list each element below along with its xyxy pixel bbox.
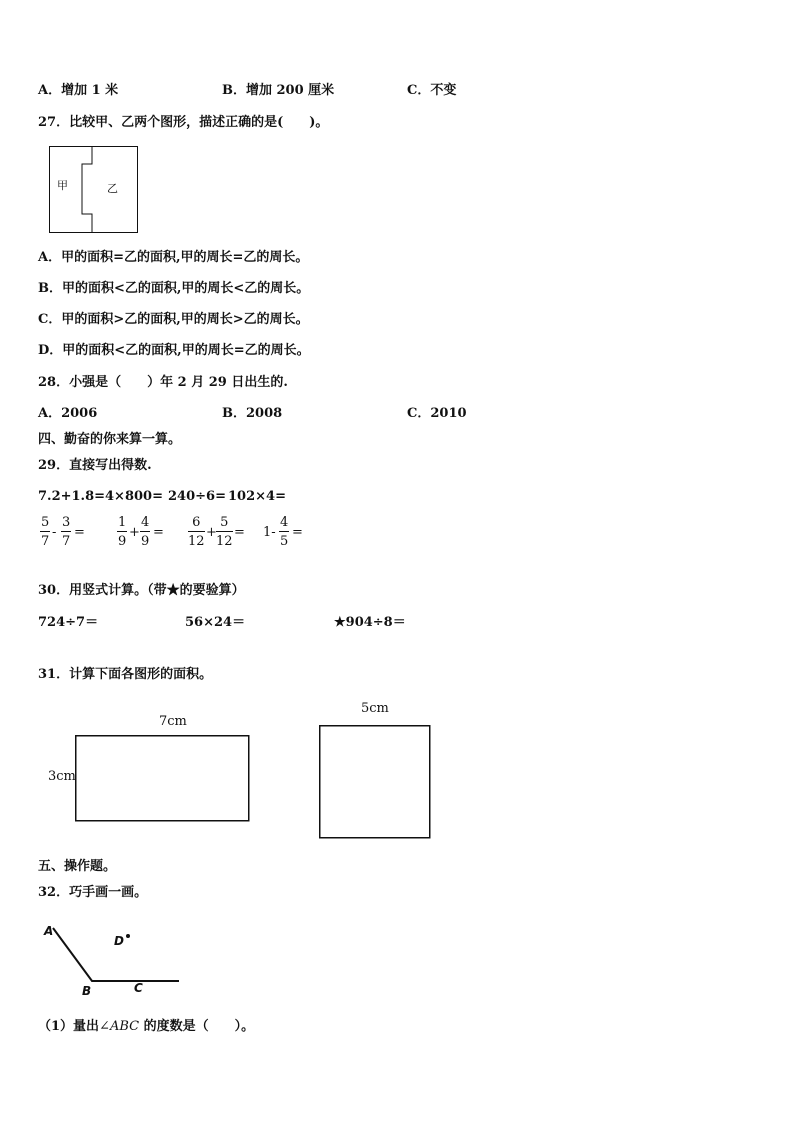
q27-option-c: C．甲的面积>乙的面积,甲的周长>乙的周长。 [38, 312, 309, 327]
q29-item-1: 7.2+1.8= [38, 489, 106, 504]
q32-point-b-label: B [82, 984, 92, 998]
q29-frac4-b [279, 516, 289, 548]
q27-option-b: B．甲的面积<乙的面积,甲的周长<乙的周长。 [38, 281, 310, 296]
numerator: 5 [41, 515, 50, 530]
q29-frac2-operator: + [129, 525, 140, 540]
denominator: 7 [41, 534, 50, 549]
q29-frac3-b [216, 516, 233, 548]
q29-item-2: 4×800= [105, 489, 163, 504]
q26-option-c: C．不变 [407, 83, 457, 98]
q32-sub1 [38, 1020, 254, 1033]
q30-item-1: 724÷7＝ [38, 615, 99, 630]
q27-label-yi: 乙 [107, 182, 118, 195]
denominator: 7 [62, 534, 71, 549]
q29-frac1-equals: = [74, 525, 85, 540]
q32-stem: 32．巧手画一画。 [38, 885, 148, 900]
q28-option-a: A．2006 [38, 406, 98, 421]
q27-option-d: D．甲的面积<乙的面积,甲的周长=乙的周长。 [38, 343, 310, 358]
q30-stem: 30．用竖式计算。（带★的要验算） [38, 583, 245, 598]
q32-point-c-label: C [134, 981, 143, 995]
q27-option-a: A．甲的面积=乙的面积,甲的周长=乙的周长。 [38, 250, 309, 265]
q27-label-jia: 甲 [57, 179, 68, 192]
q29-frac1-operator: - [52, 525, 57, 540]
denominator: 9 [118, 534, 127, 549]
numerator: 3 [62, 515, 71, 530]
numerator: 4 [280, 515, 289, 530]
q30-item-2: 56×24＝ [185, 615, 246, 630]
q32-point-a-label: A [44, 924, 54, 938]
numerator: 4 [141, 515, 150, 530]
q32-sub1-prefix: （1）量出 [38, 1019, 100, 1034]
numerator: 5 [220, 515, 229, 530]
q29-frac2-a [117, 516, 127, 548]
q29-frac3-a [188, 516, 205, 548]
q32-sub1-suffix: 的度数是（ ）。 [139, 1019, 255, 1034]
q26-option-b: B．增加 200 厘米 [222, 83, 335, 98]
q29-stem: 29．直接写出得数. [38, 458, 152, 473]
q28-option-c: C．2010 [407, 406, 467, 421]
q29-frac2-equals: = [153, 525, 164, 540]
q30-item-3: ★904÷8＝ [334, 615, 406, 630]
q31-rect-height-label: 3cm [48, 769, 76, 784]
q29-item-3: 240÷6= [168, 489, 226, 504]
q32-point-d-label: D [114, 934, 124, 948]
q32-angle-figure [40, 920, 190, 1000]
section-5-heading: 五、操作题。 [38, 859, 117, 874]
q29-frac1-a [40, 516, 50, 548]
q29-frac3-equals: = [234, 525, 245, 540]
q29-frac3-operator: + [206, 525, 217, 540]
q29-frac1-b [61, 516, 71, 548]
q29-item-4: 102×4= [228, 489, 286, 504]
q32-sub1-angle: ∠ABC [99, 1019, 140, 1034]
q29-frac4-lead: 1- [263, 525, 276, 540]
q31-square [319, 725, 431, 839]
section-4-heading: 四、勤奋的你来算一算。 [38, 432, 182, 447]
q28-stem: 28．小强是（ ）年 2 月 29 日出生的. [38, 375, 288, 390]
numerator: 1 [118, 515, 127, 530]
q31-rect-width-label: 7cm [159, 714, 187, 729]
denominator: 5 [280, 534, 289, 549]
denominator: 12 [216, 534, 233, 549]
q31-rectangle [75, 735, 250, 823]
numerator: 6 [192, 515, 201, 530]
q29-frac4-equals: = [292, 525, 303, 540]
q29-frac2-b [140, 516, 150, 548]
q27-stem: 27．比较甲、乙两个图形，描述正确的是( )。 [38, 115, 329, 130]
q31-stem: 31．计算下面各图形的面积。 [38, 667, 213, 682]
q26-option-a: A．增加 1 米 [38, 83, 119, 98]
denominator: 12 [188, 534, 205, 549]
q28-option-b: B．2008 [222, 406, 283, 421]
denominator: 9 [141, 534, 150, 549]
q31-square-side-label: 5cm [361, 701, 389, 716]
